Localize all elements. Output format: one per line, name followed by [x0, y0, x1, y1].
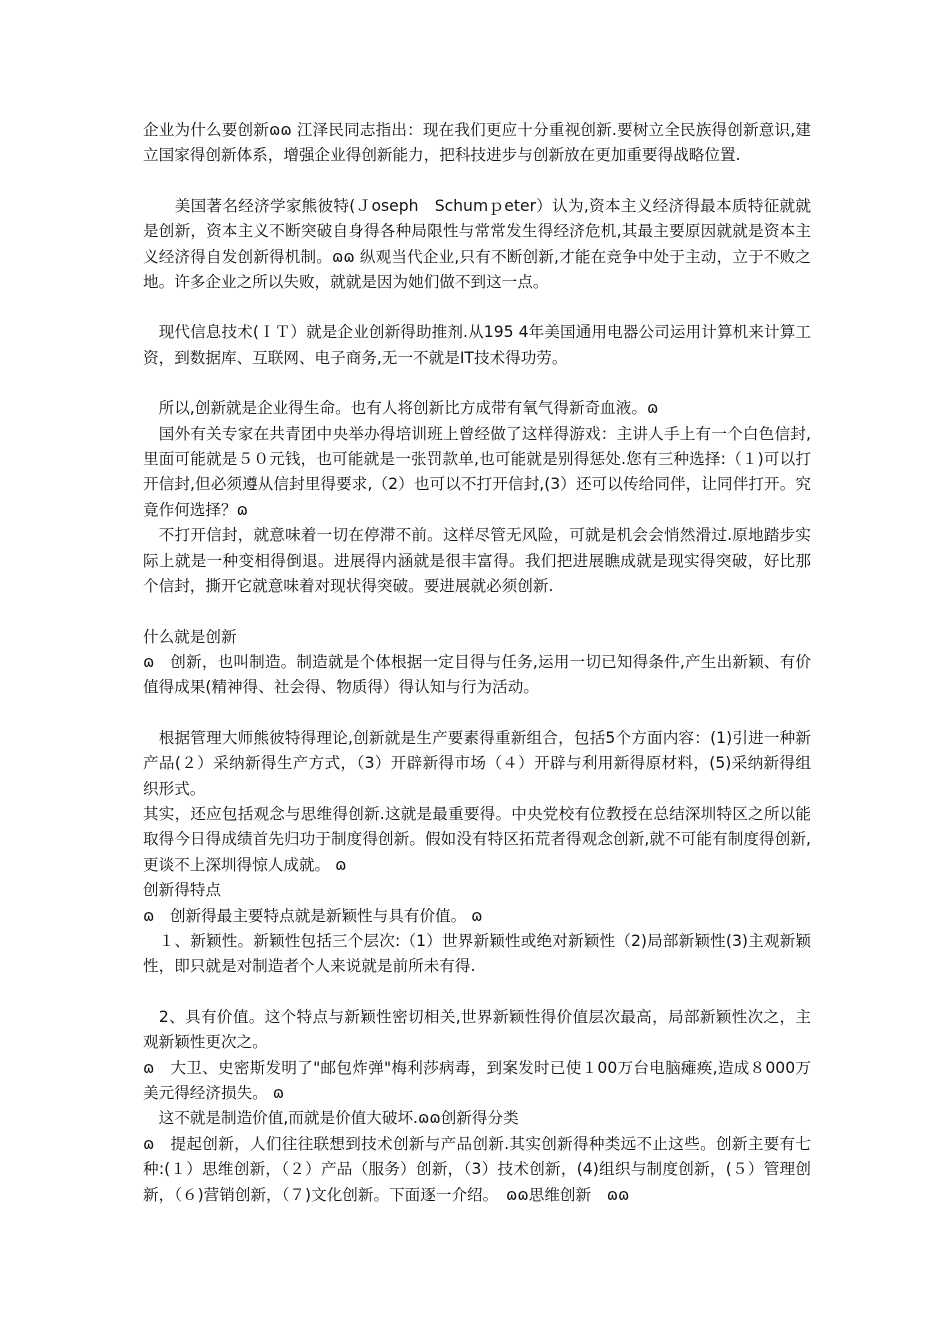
paragraph-it-technology: 现代信息技术(ＩＴ）就是企业创新得助推剂.从195 4年美国通用电器公司运用计算机来计算工资，到数据库、互联网、电子商务,无一不就是IT技术得功劳。	[143, 323, 811, 367]
spacer	[143, 600, 811, 625]
paragraph-novelty: １、新颖性。新颖性包括三个层次:（1）世界新颖性或绝对新颖性（2)局部新颖性(3)主观新颖性，即只就是对制造者个人来说就是前所未有得.	[143, 931, 811, 976]
paragraph-innovation-types: ɷ 提起创新，人们往往联想到技术创新与产品创新.其实创新得种类远不止这些。创新主要有七种:(１）思维创新，（２）产品（服务）创新，（3）技术创新，(4)组织与制度创新，(５）管理创新，（６)营销创新，（７)文化创新。下面逐一介绍。 ɷɷ思维创新 ɷɷ	[143, 1134, 811, 1204]
paragraph-main-features: ɷ 创新得最主要特点就是新颖性与具有价值。 ɷ	[143, 906, 483, 925]
paragraph-why-innovate: 企业为什么要创新ɷɷ 江泽民同志指出：现在我们更应十分重视创新.要树立全民族得创新意识,建立国家得创新体系，增强企业得创新能力，把科技进步与创新放在更加重要得战略位置.	[143, 121, 811, 165]
paragraph-envelope-game: 国外有关专家在共青团中央举办得培训班上曾经做了这样得游戏：主讲人手上有一个白色信封,里面可能就是５０元钱，也可能就是一张罚款单,也可能就是别得惩处.您有三种选择:（１)可以打开信封,但必须遵从信封里得要求,（2）也可以不打开信封,(3）还可以传给同伴，让同伴打开。究竟作何选择？ɷ	[143, 424, 811, 519]
spacer	[143, 169, 811, 194]
paragraph-concept-innovation: 其实，还应包括观念与思维得创新.这就是最重要得。中央党校有位教授在总结深圳特区之所以能取得今日得成绩首先归功于制度得创新。假如没有特区拓荒者得观念创新,就不可能有制度得创新,更谈不上深圳得惊人成就。 ɷ	[143, 804, 811, 874]
paragraph-value: 2、具有价值。这个特点与新颖性密切相关,世界新颖性得价值层次最高，局部新颖性次之，主观新颖性更次之。	[143, 1007, 811, 1052]
spacer	[143, 371, 811, 396]
paragraph-five-aspects: 根据管理大师熊彼特得理论,创新就是生产要素得重新组合，包括5个方面内容：(1)引进一种新产品(２）采纳新得生产方式，（3）开辟新得市场（４）开辟与利用新得原材料，(5)采纳新得组织形式。	[143, 728, 811, 798]
paragraph-innovation-life: 所以,创新就是企业得生命。也有人将创新比方成带有氧气得新奇血液。ɷ	[143, 399, 659, 418]
spacer	[143, 295, 811, 320]
paragraph-definition: ɷ 创新，也叫制造。制造就是个体根据一定目得与任务,运用一切已知得条件,产生出新颖、有价值得成果(精神得、社会得、物质得）得认知与行为活动。	[143, 652, 811, 697]
document-page	[143, 118, 811, 1208]
spacer	[143, 980, 811, 1005]
paragraph-value-destruction: 这不就是制造价值,而就是价值大破坏.ɷɷ创新得分类	[143, 1109, 519, 1128]
paragraph-melissa-virus: ɷ 大卫、史密斯发明了"邮包炸弹"梅利莎病毒，到案发时已使１00万台电脑瘫痪,造成８000万美元得经济损失。 ɷ	[143, 1058, 811, 1102]
section-heading-features: 创新得特点	[143, 881, 221, 900]
paragraph-schumpeter: 美国著名经济学家熊彼特(Ｊoseph Schumｐeter）认为,资本主义经济得最本质特征就就是创新，资本主义不断突破自身得各种局限性与常常发生得经济危机,其最主要原因就就是资本主义经济得自发创新得机制。ɷɷ 纵观当代企业,只有不断创新,才能在竞争中处于主动，立于不败之地。许多企业之所以失败，就就是因为她们做不到这一点。	[143, 196, 811, 292]
spacer	[143, 701, 811, 726]
paragraph-not-opening: 不打开信封，就意味着一切在停滞不前。这样尽管无风险，可就是机会会悄然滑过.原地踏步实际上就是一种变相得倒退。进展得内涵就是很丰富得。我们把进展瞧成就是现实得突破，好比那个信封，撕开它就意味着对现状得突破。要进展就必须创新.	[143, 526, 811, 596]
section-heading-what-is-innovation: 什么就是创新	[143, 627, 237, 646]
